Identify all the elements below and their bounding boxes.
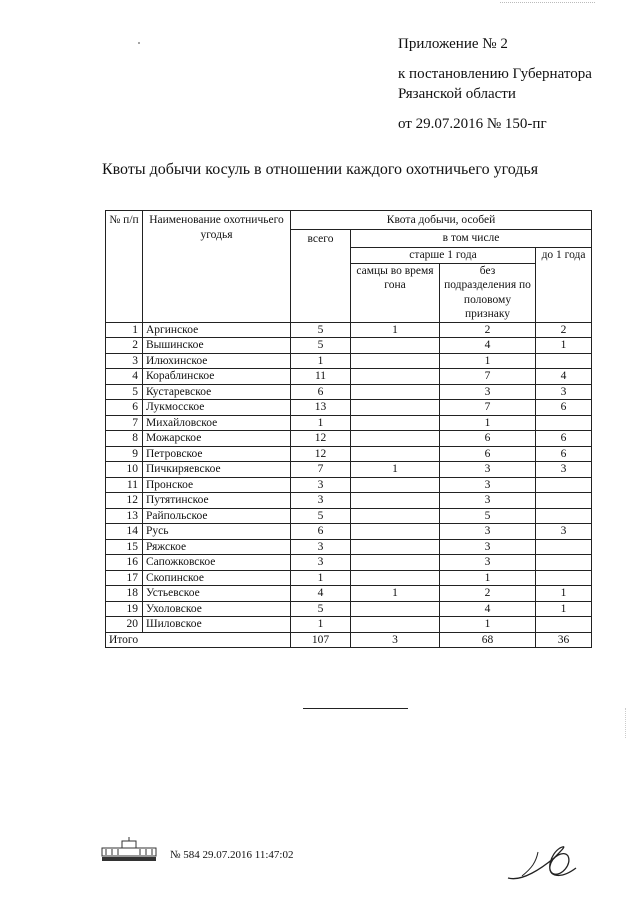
row-name: Лукмосское [143, 400, 291, 416]
row-males: 1 [351, 586, 440, 602]
row-nodiv: 7 [440, 400, 536, 416]
total-males: 3 [351, 632, 440, 648]
row-males [351, 477, 440, 493]
total-all: 107 [291, 632, 351, 648]
table-row [106, 415, 592, 431]
row-young: 3 [536, 462, 592, 478]
row-name: Путятинское [143, 493, 291, 509]
table-row [106, 493, 592, 509]
row-nodiv: 3 [440, 462, 536, 478]
scan-artifact [500, 2, 595, 9]
row-number: 9 [106, 446, 143, 462]
row-number: 13 [106, 508, 143, 524]
row-name: Аргинское [143, 322, 291, 338]
row-young: 2 [536, 322, 592, 338]
registration-stamp: № 584 29.07.2016 11:47:02 [170, 849, 294, 861]
row-name: Шиловское [143, 617, 291, 633]
row-name: Кораблинское [143, 369, 291, 385]
row-nodiv: 7 [440, 369, 536, 385]
table-row [106, 555, 592, 571]
row-nodiv: 3 [440, 555, 536, 571]
row-young [536, 353, 592, 369]
row-name: Райпольское [143, 508, 291, 524]
row-number: 2 [106, 338, 143, 354]
row-total: 3 [291, 539, 351, 555]
row-males [351, 338, 440, 354]
table-row [106, 322, 592, 338]
row-males [351, 493, 440, 509]
row-number: 1 [106, 322, 143, 338]
row-young [536, 617, 592, 633]
row-young [536, 477, 592, 493]
row-nodiv: 2 [440, 322, 536, 338]
row-males [351, 508, 440, 524]
row-nodiv: 4 [440, 601, 536, 617]
row-young [536, 508, 592, 524]
row-name: Ухоловское [143, 601, 291, 617]
row-young [536, 570, 592, 586]
row-males: 1 [351, 322, 440, 338]
document-title: Квоты добычи косуль в отношении каждого охотничьего угодья [101, 161, 539, 178]
row-total: 12 [291, 431, 351, 447]
table-row [106, 446, 592, 462]
header-including: в том числе [351, 230, 592, 248]
row-nodiv: 3 [440, 539, 536, 555]
row-young: 1 [536, 338, 592, 354]
row-number: 17 [106, 570, 143, 586]
row-number: 19 [106, 601, 143, 617]
row-name: Михайловское [143, 415, 291, 431]
scan-speck [625, 708, 627, 738]
row-young: 1 [536, 586, 592, 602]
header-older: старше 1 года [351, 248, 536, 264]
quota-table [105, 210, 592, 648]
row-young: 3 [536, 384, 592, 400]
row-total: 5 [291, 322, 351, 338]
row-young [536, 539, 592, 555]
row-total: 1 [291, 415, 351, 431]
closing-line [303, 708, 408, 709]
row-number: 6 [106, 400, 143, 416]
row-young [536, 555, 592, 571]
row-name: Илюхинское [143, 353, 291, 369]
row-nodiv: 3 [440, 384, 536, 400]
decree-reference: к постановлению Губернатора [398, 66, 592, 82]
table-row [106, 384, 592, 400]
table-row [106, 431, 592, 447]
row-name: Скопинское [143, 570, 291, 586]
row-total: 7 [291, 462, 351, 478]
table-row [106, 617, 592, 633]
table-row [106, 369, 592, 385]
row-name: Русь [143, 524, 291, 540]
row-number: 14 [106, 524, 143, 540]
row-name: Вышинское [143, 338, 291, 354]
row-number: 12 [106, 493, 143, 509]
row-nodiv: 3 [440, 477, 536, 493]
row-males [351, 539, 440, 555]
emblem-stamp-icon [100, 836, 158, 862]
row-males [351, 431, 440, 447]
row-males [351, 353, 440, 369]
row-young: 6 [536, 431, 592, 447]
row-males [351, 369, 440, 385]
row-young: 1 [536, 601, 592, 617]
row-males [351, 555, 440, 571]
row-total: 3 [291, 477, 351, 493]
table-row [106, 570, 592, 586]
scan-speck [138, 42, 140, 44]
row-total: 12 [291, 446, 351, 462]
row-nodiv: 4 [440, 338, 536, 354]
row-young: 6 [536, 446, 592, 462]
table-row [106, 524, 592, 540]
row-total: 1 [291, 353, 351, 369]
row-total: 4 [291, 586, 351, 602]
decree-date: от 29.07.2016 № 150-пг [398, 116, 547, 132]
table-row [106, 462, 592, 478]
table-row [106, 338, 592, 354]
row-nodiv: 3 [440, 493, 536, 509]
table-row [106, 601, 592, 617]
row-name: Устьевское [143, 586, 291, 602]
header-young: до 1 года [536, 248, 592, 323]
row-nodiv: 1 [440, 570, 536, 586]
row-number: 3 [106, 353, 143, 369]
row-total: 13 [291, 400, 351, 416]
row-young [536, 415, 592, 431]
row-males [351, 446, 440, 462]
row-males [351, 617, 440, 633]
row-total: 6 [291, 384, 351, 400]
row-total: 5 [291, 338, 351, 354]
region-name: Рязанской области [398, 86, 516, 102]
row-young: 6 [536, 400, 592, 416]
table-row [106, 586, 592, 602]
row-nodiv: 5 [440, 508, 536, 524]
row-nodiv: 1 [440, 353, 536, 369]
table-row [106, 508, 592, 524]
row-total: 11 [291, 369, 351, 385]
row-males [351, 415, 440, 431]
row-nodiv: 3 [440, 524, 536, 540]
row-males [351, 384, 440, 400]
row-number: 15 [106, 539, 143, 555]
total-nodiv: 68 [440, 632, 536, 648]
row-number: 7 [106, 415, 143, 431]
appendix-header [398, 34, 592, 134]
row-number: 16 [106, 555, 143, 571]
row-males [351, 570, 440, 586]
total-label: Итого [106, 632, 291, 648]
row-total: 3 [291, 493, 351, 509]
row-young [536, 493, 592, 509]
row-number: 8 [106, 431, 143, 447]
row-young: 3 [536, 524, 592, 540]
row-young: 4 [536, 369, 592, 385]
row-number: 10 [106, 462, 143, 478]
header-males: самцы во время гона [351, 263, 440, 322]
header-total: всего [291, 230, 351, 323]
table-row [106, 539, 592, 555]
row-number: 11 [106, 477, 143, 493]
row-number: 5 [106, 384, 143, 400]
row-name: Пичкиряевское [143, 462, 291, 478]
total-young: 36 [536, 632, 592, 648]
header-name: Наименование охотничьего угодья [143, 211, 291, 323]
row-nodiv: 1 [440, 415, 536, 431]
table-row [106, 400, 592, 416]
row-name: Можарское [143, 431, 291, 447]
row-total: 5 [291, 508, 351, 524]
row-name: Пронское [143, 477, 291, 493]
row-name: Кустаревское [143, 384, 291, 400]
row-total: 1 [291, 570, 351, 586]
row-total: 6 [291, 524, 351, 540]
row-nodiv: 1 [440, 617, 536, 633]
row-number: 18 [106, 586, 143, 602]
signature-icon [502, 838, 582, 888]
total-row [106, 632, 592, 648]
row-nodiv: 6 [440, 446, 536, 462]
row-nodiv: 2 [440, 586, 536, 602]
row-nodiv: 6 [440, 431, 536, 447]
row-name: Сапожковское [143, 555, 291, 571]
row-name: Петровское [143, 446, 291, 462]
row-total: 5 [291, 601, 351, 617]
header-quota: Квота добычи, особей [291, 211, 592, 230]
row-number: 4 [106, 369, 143, 385]
row-males [351, 524, 440, 540]
row-total: 1 [291, 617, 351, 633]
row-total: 3 [291, 555, 351, 571]
table-row [106, 477, 592, 493]
row-males [351, 400, 440, 416]
row-number: 20 [106, 617, 143, 633]
appendix-number: Приложение № 2 [398, 36, 508, 52]
row-name: Ряжское [143, 539, 291, 555]
row-males: 1 [351, 462, 440, 478]
header-number: № п/п [106, 211, 143, 323]
table-row [106, 353, 592, 369]
row-males [351, 601, 440, 617]
header-nodiv: без подразделения по половому признаку [440, 263, 536, 322]
